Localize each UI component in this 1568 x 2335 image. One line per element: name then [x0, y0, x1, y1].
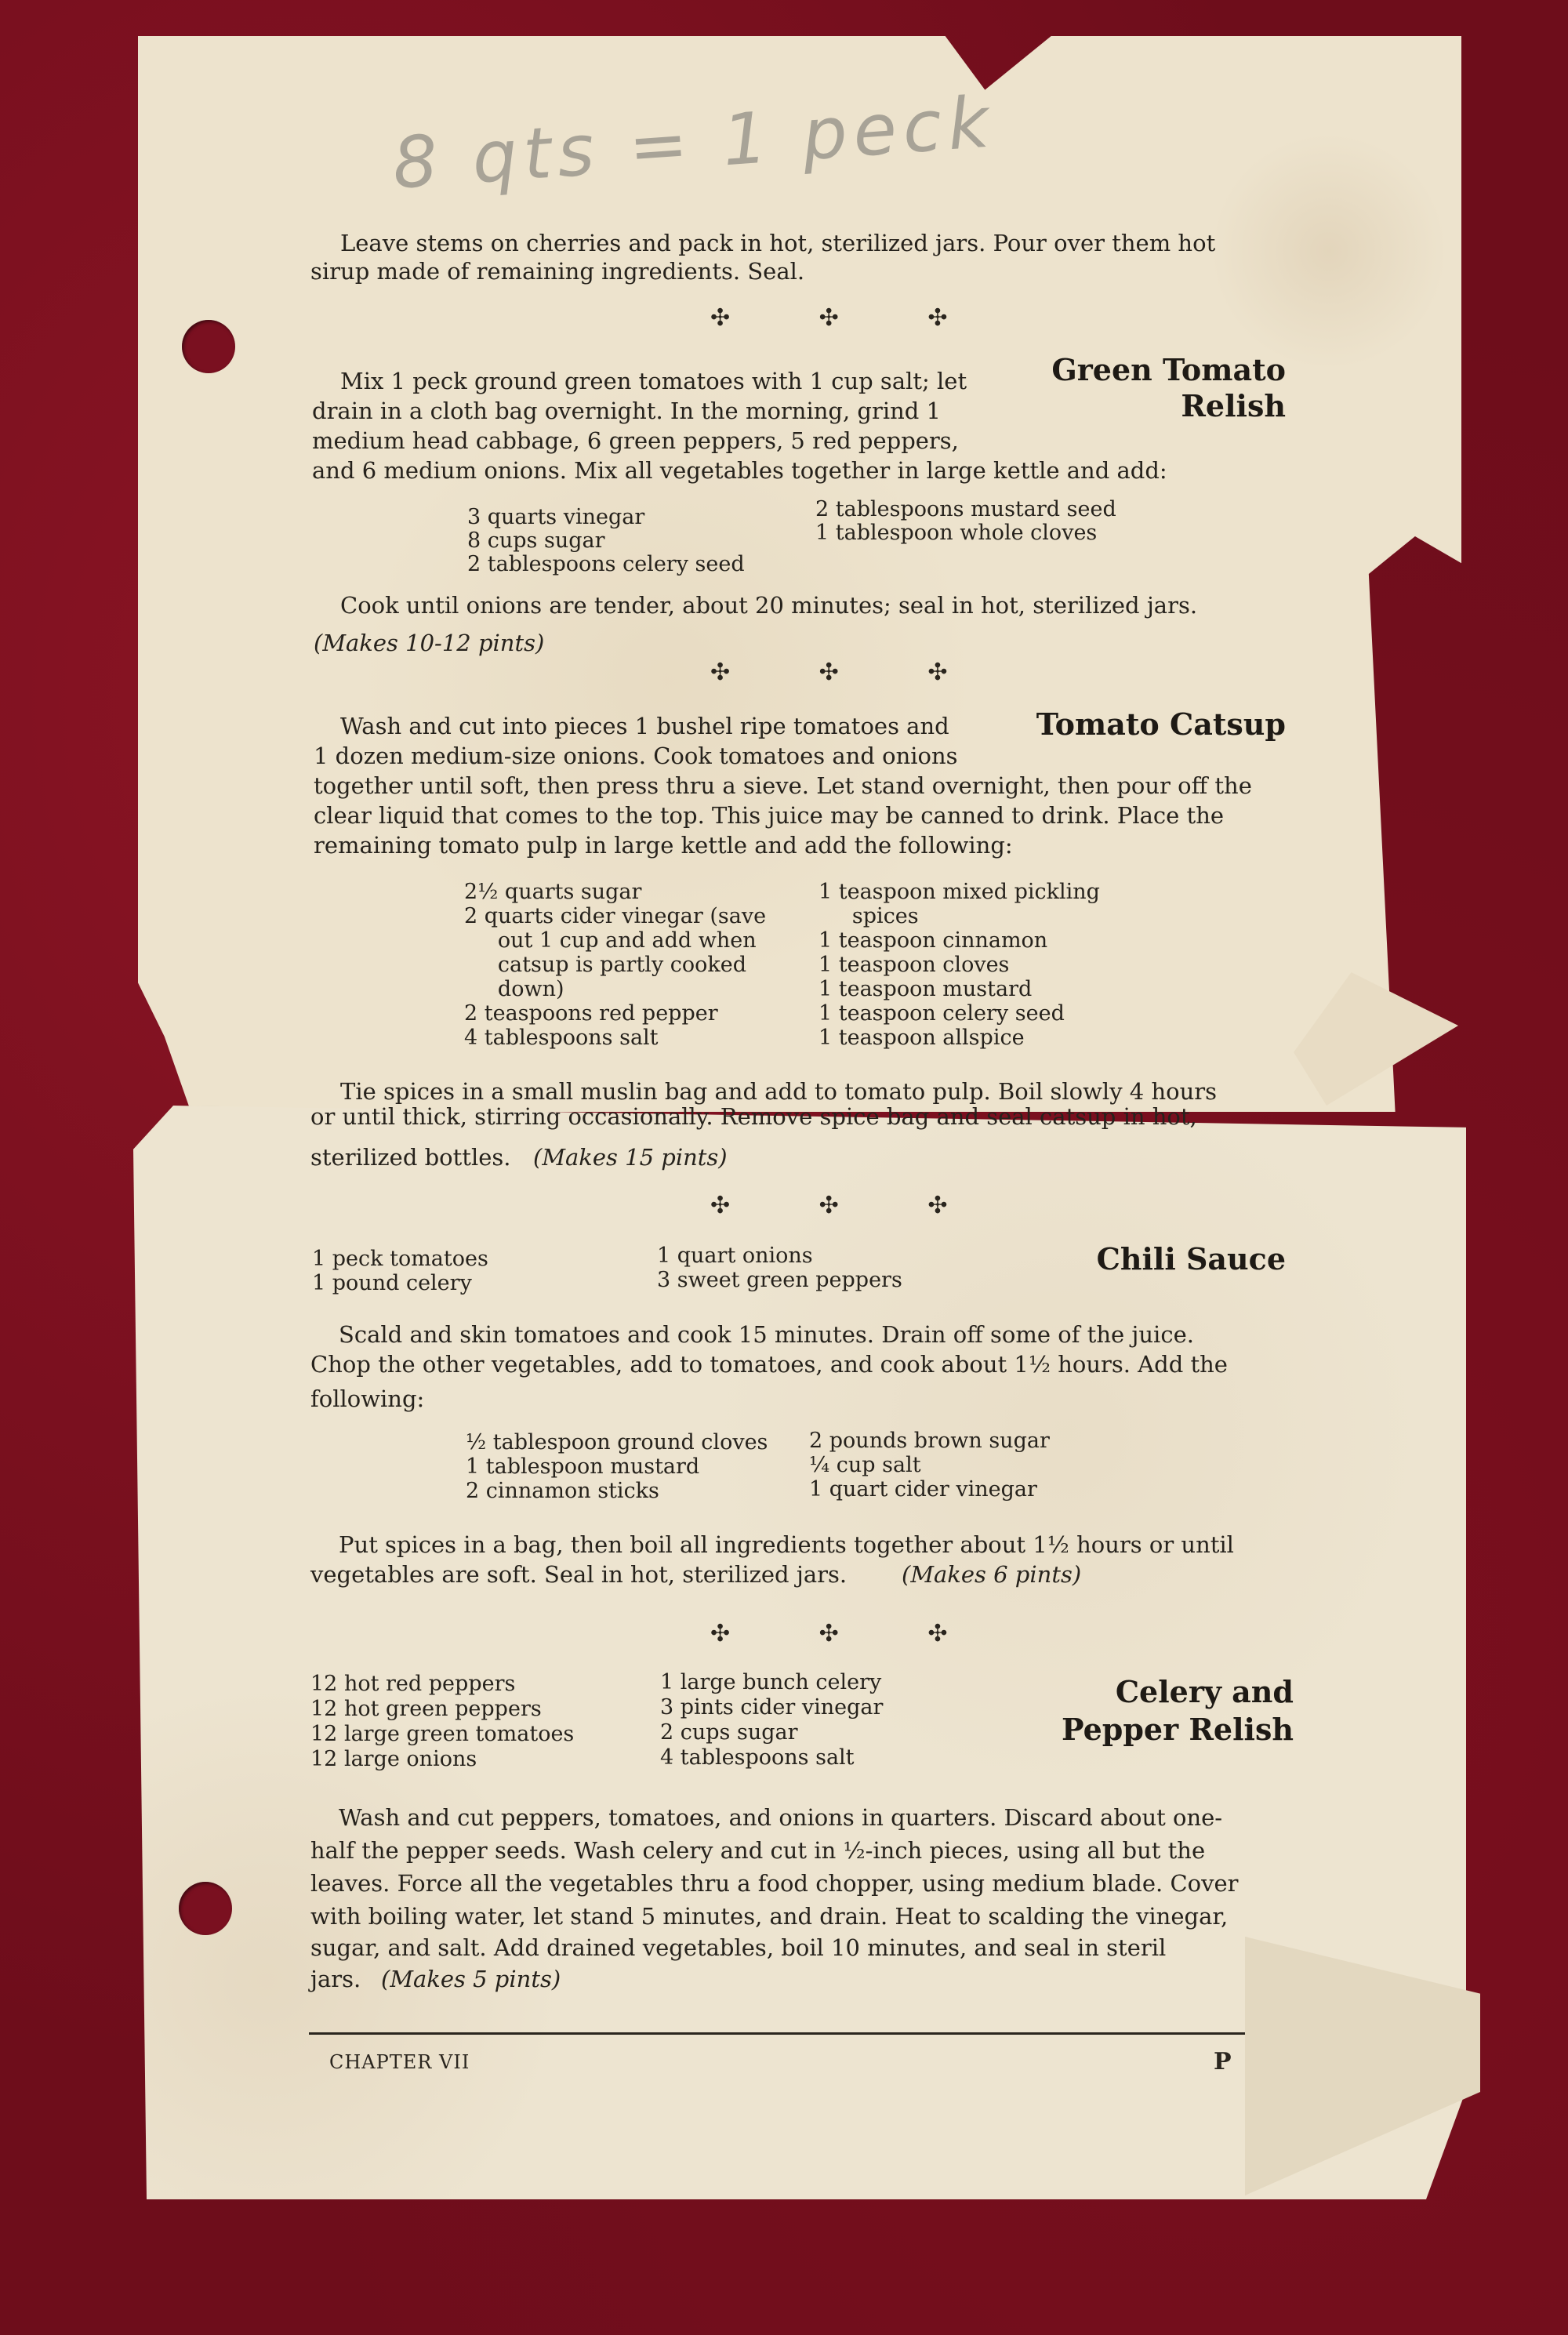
recipe-text: Chop the other vegetables, add to tomatoes, and cook about 1½ hours. Add the	[310, 1351, 1228, 1378]
ingredient: 1 teaspoon cloves	[818, 953, 1010, 977]
ingredient: 12 large onions	[310, 1747, 477, 1771]
ingredient: 2 tablespoons celery seed	[467, 552, 745, 576]
intro-line: Leave stems on cherries and pack in hot, sterilized jars. Pour over them hot	[340, 230, 1216, 256]
recipe-text: sterilized bottles.	[310, 1144, 511, 1171]
ingredient: 1 teaspoon celery seed	[818, 1001, 1065, 1026]
recipe-text: Wash and cut peppers, tomatoes, and onions in quarters. Discard about one-	[339, 1804, 1223, 1831]
recipe-text: and 6 medium onions. Mix all vegetables together in large kettle and add:	[312, 457, 1167, 484]
ingredient: 2 teaspoons red pepper	[464, 1001, 718, 1026]
recipe-text: leaves. Force all the vegetables thru a food chopper, using medium blade. Cover	[310, 1870, 1239, 1897]
recipe-text: together until soft, then press thru a sieve. Let stand overnight, then pour off the	[314, 772, 1252, 799]
recipe-yield: (Makes 15 pints)	[533, 1144, 728, 1171]
ingredient: ¼ cup salt	[809, 1453, 921, 1477]
recipe-title: Green Tomato	[1051, 352, 1286, 387]
recipe-text: following:	[310, 1385, 425, 1412]
recipe-text: 1 dozen medium-size onions. Cook tomatoes and onions	[314, 743, 958, 769]
recipe-title: Tomato Catsup	[1036, 706, 1286, 742]
recipe-title: Relish	[1181, 388, 1286, 423]
ingredient: catsup is partly cooked	[464, 953, 747, 977]
recipe-text: sugar, and salt. Add drained vegetables, boil 10 minutes, and seal in steril	[310, 1934, 1167, 1961]
recipe-text: with boiling water, let stand 5 minutes, and drain. Heat to scalding the vinegar,	[310, 1903, 1229, 1930]
ingredient: 8 cups sugar	[467, 528, 605, 553]
ingredient: spices	[818, 904, 919, 928]
ornament: ✣ ✣ ✣	[710, 304, 989, 332]
ingredient: 1 teaspoon allspice	[818, 1026, 1025, 1050]
punch-hole	[179, 1882, 232, 1935]
recipe-text: clear liquid that comes to the top. This juice may be canned to drink. Place the	[314, 802, 1225, 829]
recipe-yield: (Makes 10-12 pints)	[314, 630, 545, 656]
ingredient: 2 pounds brown sugar	[809, 1429, 1050, 1453]
ornament: ✣ ✣ ✣	[710, 659, 989, 686]
ornament: ✣ ✣ ✣	[710, 1192, 989, 1219]
recipe-text: remaining tomato pulp in large kettle and add the following:	[314, 832, 1013, 859]
ingredient: 12 hot green peppers	[310, 1697, 542, 1721]
ingredient: out 1 cup and add when	[464, 928, 757, 953]
recipe-text: drain in a cloth bag overnight. In the morning, grind 1	[312, 398, 942, 424]
recipe-text: or until thick, stirring occasionally. Remove spice bag and seal catsup in hot,	[310, 1103, 1197, 1130]
punch-hole	[182, 320, 235, 373]
ingredient: 1 teaspoon mustard	[818, 977, 1033, 1001]
ingredient: ½ tablespoon ground cloves	[466, 1430, 768, 1454]
ingredient: 1 pound celery	[312, 1271, 472, 1295]
ingredient: 1 teaspoon mixed pickling	[818, 880, 1100, 904]
recipe-text: Wash and cut into pieces 1 bushel ripe tomatoes and	[340, 713, 949, 739]
ingredient: 12 hot red peppers	[310, 1672, 516, 1696]
ingredient: 1 tablespoon mustard	[466, 1454, 700, 1479]
ingredient: 3 pints cider vinegar	[660, 1695, 884, 1719]
recipe-title: Celery and	[1115, 1674, 1294, 1709]
ingredient: 12 large green tomatoes	[310, 1722, 575, 1746]
handwritten-note: 8 qts = 1 peck	[390, 81, 998, 205]
ingredient: 2½ quarts sugar	[464, 880, 642, 904]
recipe-text: Scald and skin tomatoes and cook 15 minutes. Drain off some of the juice.	[339, 1321, 1194, 1348]
recipe-text: Tie spices in a small muslin bag and add to tomato pulp. Boil slowly 4 hours	[340, 1078, 1218, 1105]
ingredient: 3 quarts vinegar	[467, 505, 645, 529]
ingredient: 2 cups sugar	[660, 1720, 798, 1745]
ingredient: 4 tablespoons salt	[660, 1745, 855, 1770]
recipe-text: medium head cabbage, 6 green peppers, 5 red peppers,	[312, 427, 959, 454]
recipe-text: vegetables are soft. Seal in hot, sterilized jars.	[310, 1561, 848, 1588]
ornament: ✣ ✣ ✣	[710, 1620, 989, 1647]
recipe-yield: (Makes 5 pints)	[381, 1966, 561, 1992]
recipe-title: Chili Sauce	[1096, 1241, 1286, 1276]
recipe-text: half the pepper seeds. Wash celery and cut in ½-inch pieces, using all but the	[310, 1837, 1206, 1864]
ingredient: 2 cinnamon sticks	[466, 1479, 659, 1503]
top-page	[138, 36, 1461, 1112]
recipe-yield: (Makes 6 pints)	[902, 1561, 1082, 1588]
ingredient: 1 teaspoon cinnamon	[818, 928, 1048, 953]
ingredient: 3 sweet green peppers	[657, 1268, 902, 1292]
ingredient: 1 quart cider vinegar	[809, 1477, 1037, 1502]
ingredient: 4 tablespoons salt	[464, 1026, 659, 1050]
ingredient: 1 peck tomatoes	[312, 1247, 488, 1271]
ingredient: 1 tablespoon whole cloves	[815, 521, 1098, 545]
recipe-text: Mix 1 peck ground green tomatoes with 1 cup salt; let	[340, 368, 967, 394]
page-label: P	[1214, 2048, 1232, 2075]
recipe-title: Pepper Relish	[1062, 1712, 1294, 1747]
recipe-text: Put spices in a bag, then boil all ingredients together about 1½ hours or until	[339, 1531, 1234, 1558]
chapter-label: CHAPTER VII	[329, 2051, 470, 2073]
intro-line: sirup made of remaining ingredients. Seal.	[310, 258, 805, 285]
ingredient: 1 quart onions	[657, 1244, 813, 1268]
ingredient: 1 large bunch celery	[660, 1670, 882, 1694]
ingredient: 2 quarts cider vinegar (save	[464, 904, 767, 928]
ingredient: down)	[464, 977, 564, 1001]
ingredient: 2 tablespoons mustard seed	[815, 497, 1116, 521]
footer-rule	[309, 2032, 1250, 2035]
recipe-text: Cook until onions are tender, about 20 minutes; seal in hot, sterilized jars.	[340, 592, 1198, 619]
recipe-text: jars.	[310, 1966, 361, 1992]
